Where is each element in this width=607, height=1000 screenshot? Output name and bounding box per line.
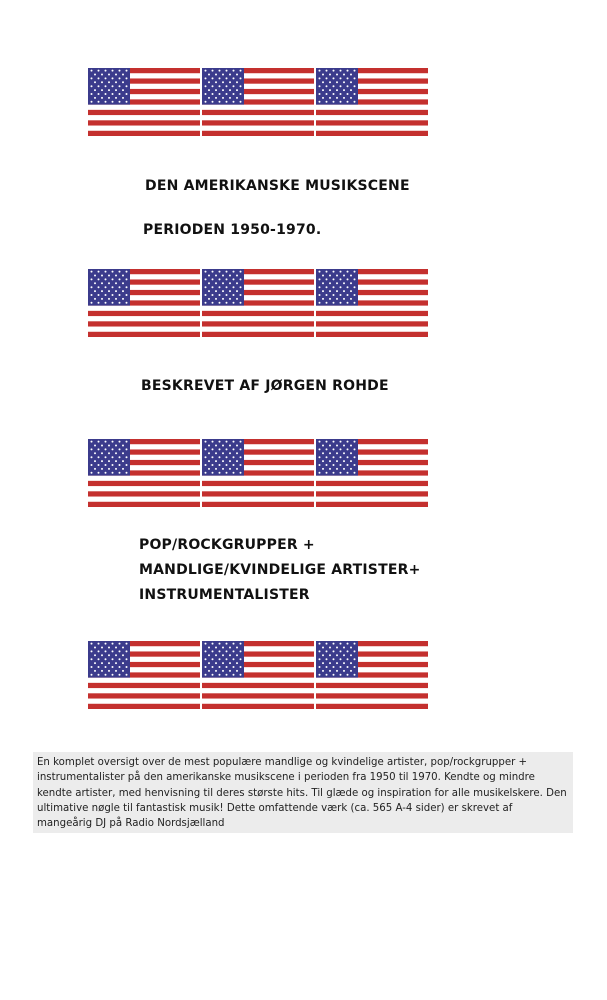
us-flag-icon [88, 269, 200, 337]
us-flag-icon [202, 641, 314, 709]
us-flag-icon [88, 68, 200, 136]
category-line-1: POP/ROCKGRUPPER + [139, 537, 315, 553]
author-line: BESKREVET AF JØRGEN ROHDE [141, 378, 389, 394]
us-flag-icon [202, 68, 314, 136]
category-line-2: MANDLIGE/KVINDELIGE ARTISTER+ [139, 562, 421, 578]
us-flag-icon [316, 269, 428, 337]
us-flag-icon [316, 68, 428, 136]
document-title: DEN AMERIKANSKE MUSIKSCENE [145, 178, 410, 194]
flag-row-4 [88, 641, 429, 709]
us-flag-icon [202, 439, 314, 507]
us-flag-icon [202, 269, 314, 337]
description-text: En komplet oversigt over de mest populære mandlige og kvindelige artister, pop/rockgrupper + instrumentalister på den amerikanske musikscene i perioden fra 1950 til 1970. Kendte og mindre kendte artister, med henvisning til deres største hits. Til glæde og inspiration for alle musikelskere. Den ultimative nøgle til fantastisk musik! Dette omfattende værk (ca. 565 A-4 sider) er skrevet af mangeårig DJ på Radio Nordsjælland [33, 752, 573, 833]
flag-row-1 [88, 68, 429, 136]
us-flag-icon [88, 641, 200, 709]
period-heading: PERIODEN 1950-1970. [143, 222, 322, 238]
flag-row-3 [88, 439, 429, 507]
us-flag-icon [316, 641, 428, 709]
flag-row-2 [88, 269, 429, 337]
us-flag-icon [316, 439, 428, 507]
us-flag-icon [88, 439, 200, 507]
category-line-3: INSTRUMENTALISTER [139, 587, 310, 603]
